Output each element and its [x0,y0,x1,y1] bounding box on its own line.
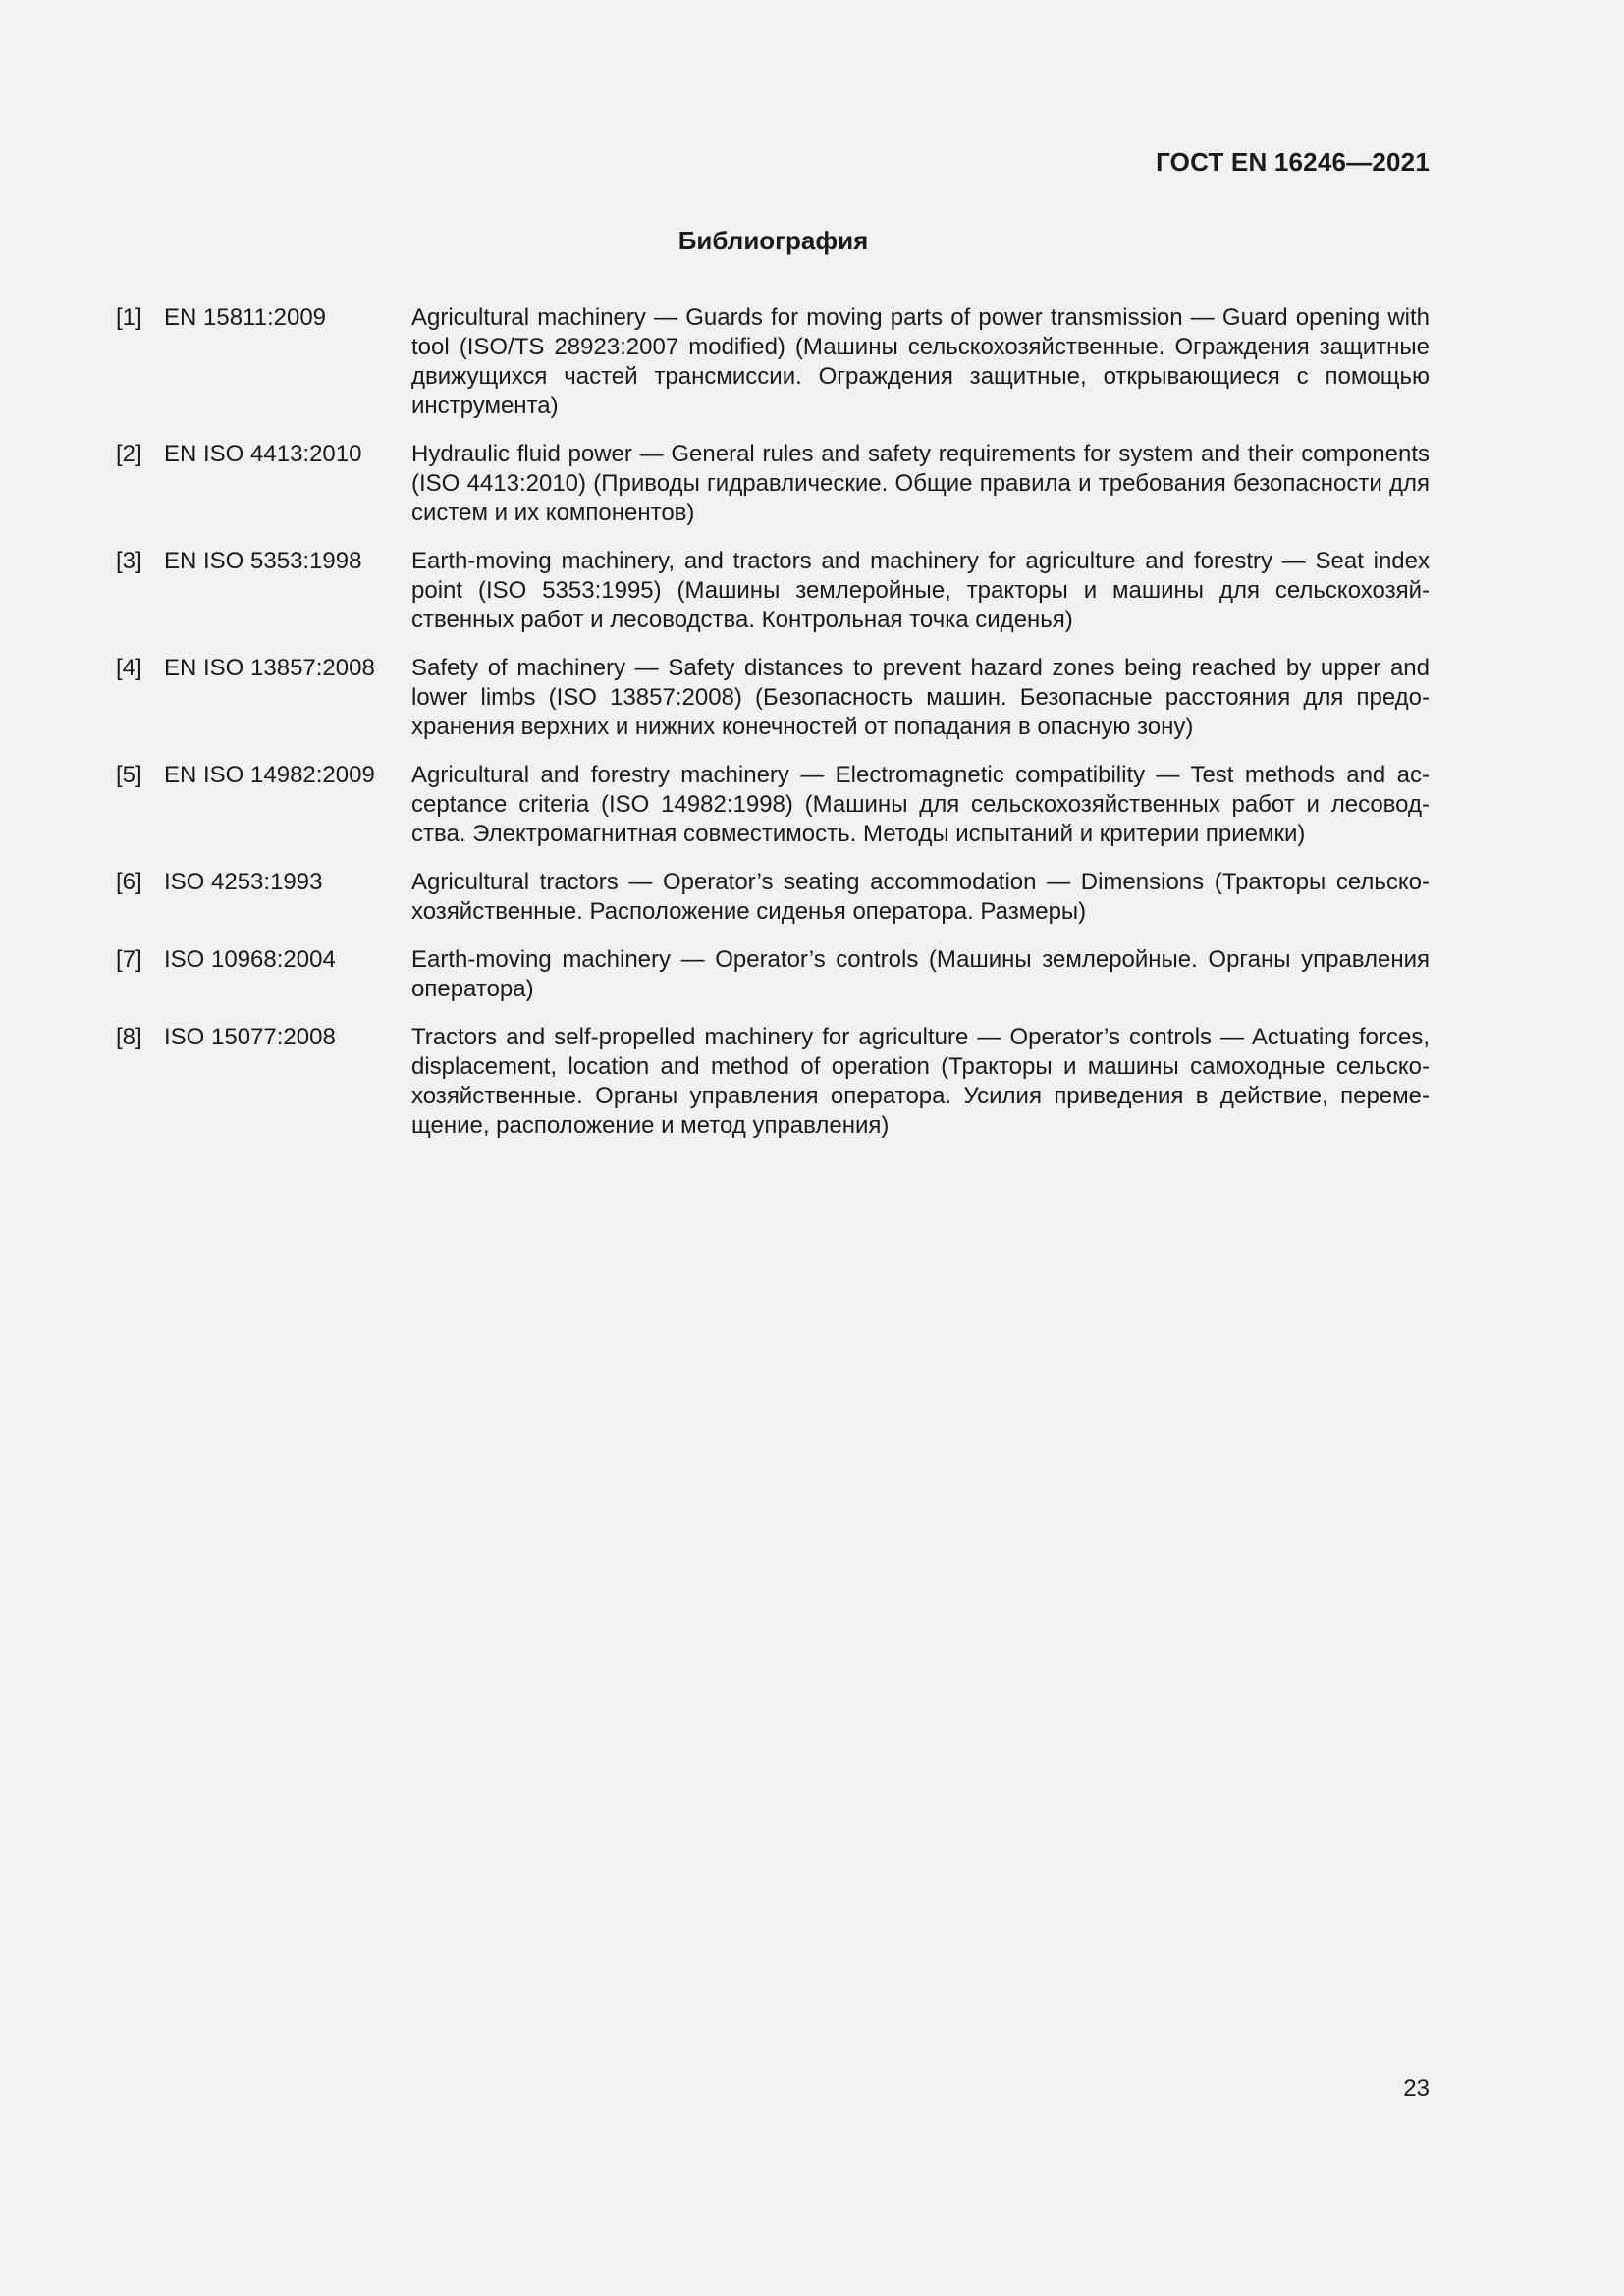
entry-number: [2] [116,441,142,467]
standard-code: EN 15811:2009 [164,304,327,331]
entry-title: Earth-moving machinery — Operator’s controls (Машины землеройные. Органы управления оператора) [411,946,1430,1002]
entry-number: [3] [116,548,142,574]
standard-code: EN ISO 4413:2010 [164,441,362,467]
entry-title: Safety of machinery — Safety distances to prevent hazard zones being reached by upper and lower limbs (ISO 13857:2008) (Безопасность машин. Безопасные расстояния для предохранения верхних и нижних конечностей от попадания в опасную зону) [411,655,1430,740]
bibliography-list [116,303,1430,1159]
entry-number: [8] [116,1024,142,1050]
standard-code: ISO 15077:2008 [164,1024,336,1050]
entry-number: [6] [116,869,142,895]
standard-code: EN ISO 14982:2009 [164,762,375,788]
bibliography-entry [116,303,1430,421]
bibliography-entry [116,654,1430,742]
bibliography-entry [116,761,1430,849]
bibliography-entry [116,868,1430,927]
entry-title: Agricultural machinery — Guards for moving parts of power transmission — Guard opening with tool (ISO/TS 28923:2007 modified) (Машины сельскохозяйственные. Ограждения защитные движущихся частей трансмиссии. Ограждения защитные, открывающиеся с помощью инструмента) [411,304,1430,419]
standard-code: EN ISO 5353:1998 [164,548,362,574]
entry-title: Agricultural tractors — Operator’s seating accommodation — Dimensions (Тракторы сельскохозяйственные. Расположение сиденья оператора. Размеры) [411,869,1430,925]
entry-number: [7] [116,946,142,973]
entry-title: Tractors and self-propelled machinery for agriculture — Operator’s controls — Actuating forces, displacement, location and method of operation (Тракторы и машины самоходные сельскохозяйственные. Органы управления оператора. Усилия приведения в действие, перемещение, расположение и метод управления) [411,1024,1430,1139]
section-title: Библиография [677,226,869,255]
entry-number: [1] [116,304,142,331]
entry-title: Earth-moving machinery, and tractors and machinery for agriculture and forestry — Seat index point (ISO 5353:1995) (Машины землеройные, тракторы и машины для сельскохозяйственных работ и лесоводства. Контрольная точка сиденья) [411,548,1430,633]
entry-number: [5] [116,762,142,788]
bibliography-entry [116,1023,1430,1141]
entry-title: Hydraulic fluid power — General rules and safety requirements for system and their components (ISO 4413:2010) (Приводы гидравлические. Общие правила и требования безопасности для систем и их компонентов) [411,441,1430,526]
standard-code: EN ISO 13857:2008 [164,655,375,681]
standard-code: ISO 10968:2004 [164,946,336,973]
bibliography-entry [116,440,1430,528]
bibliography-entry [116,547,1430,635]
entry-number: [4] [116,655,142,681]
standard-code: ISO 4253:1993 [164,869,323,895]
document-id-header: ГОСТ EN 16246—2021 [1156,147,1430,177]
page-number: 23 [1403,2075,1430,2102]
entry-title: Agricultural and forestry machinery — Electromagnetic compatibility — Test methods and acceptance criteria (ISO 14982:1998) (Машины для сельскохозяйственных работ и лесоводства. Электромагнитная совместимость. Методы испытаний и критерии приемки) [411,762,1430,847]
bibliography-entry [116,945,1430,1004]
